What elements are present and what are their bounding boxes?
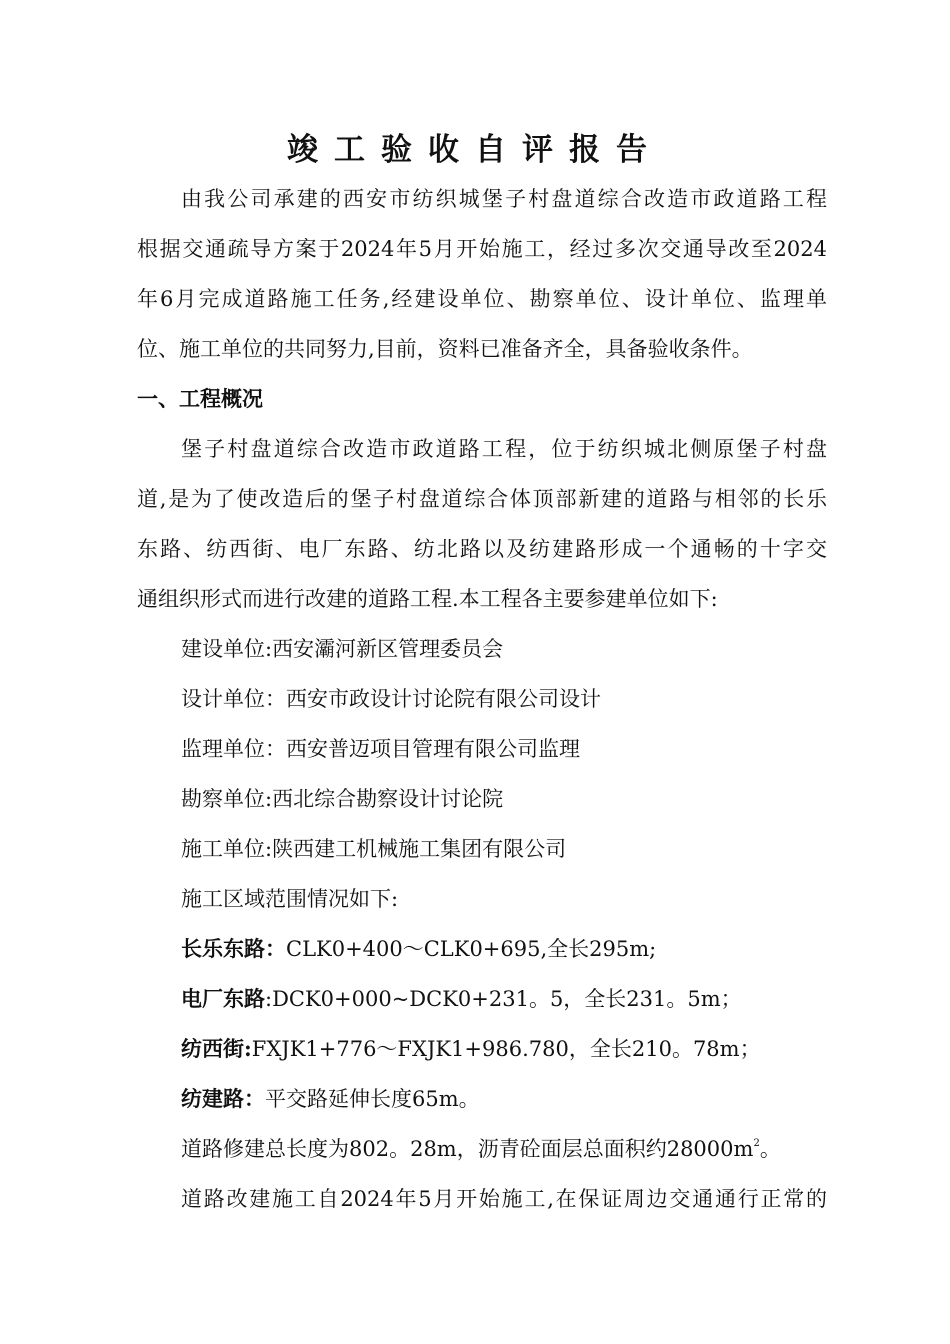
overview-line-4: 通组织形式而进行改建的道路工程.本工程各主要参建单位如下: (137, 587, 718, 611)
road-changle (181, 934, 871, 964)
road-range: CLK0+400～CLK0+695,全长295m; (286, 937, 657, 961)
intro-line-4: 位、施工单位的共同努力,目前，资料已准备齐全，具备验收条件。 (137, 337, 753, 361)
road-range: DCK0+000~DCK0+231。5，全长231。5m； (272, 987, 742, 1011)
road-label-sep: ： (244, 1086, 265, 1111)
total-length-line (181, 1134, 871, 1164)
road-label: 长乐东路 (181, 936, 265, 961)
overview-line-2: 道,是为了使改造后的堡子村盘道综合体顶部新建的道路与相邻的长乐 (137, 487, 827, 511)
road-fangjian (181, 1084, 871, 1114)
superscript-2: 2 (753, 1138, 760, 1149)
intro-line-1: 由我公司承建的西安市纺织城堡子村盘道综合改造市政道路工程 (181, 187, 827, 211)
road-label-sep: : (265, 987, 273, 1011)
scope-intro: 施工区域范围情况如下: (181, 887, 399, 911)
road-label: 电厂东路 (181, 986, 265, 1011)
report-title: 竣工验收自评报告 (287, 132, 663, 168)
unit-design: 设计单位：西安市政设计讨论院有限公司设计 (181, 687, 601, 711)
construction-start-line: 道路改建施工自2024年5月开始施工,在保证周边交通通行正常的 (181, 1187, 827, 1211)
road-range: FXJK1+776～FXJK1+986.780，全长210。78m； (251, 1037, 761, 1061)
road-range: 平交路延伸长度65m。 (265, 1087, 480, 1111)
unit-survey: 勘察单位:西北综合勘察设计讨论院 (181, 787, 504, 811)
total-end: 。 (759, 1137, 781, 1161)
road-label-sep: ： (265, 936, 286, 961)
overview-line-1: 堡子村盘道综合改造市政道路工程，位于纺织城北侧原堡子村盘 (181, 437, 827, 461)
overview-line-3: 东路、纺西街、电厂东路、纺北路以及纺建路形成一个通畅的十字交 (137, 537, 827, 561)
road-fangxi (181, 1034, 871, 1064)
unit-supervision: 监理单位：西安普迈项目管理有限公司监理 (181, 737, 580, 761)
unit-builder: 施工单位:陕西建工机械施工集团有限公司 (181, 837, 567, 861)
road-label: 纺西街 (181, 1036, 244, 1061)
intro-line-3: 年6月完成道路施工任务,经建设单位、勘察单位、设计单位、监理单 (137, 287, 827, 311)
road-label-sep: : (244, 1036, 252, 1061)
road-dianchang (181, 984, 871, 1014)
road-label: 纺建路 (181, 1086, 244, 1111)
unit-construction: 建设单位:西安灞河新区管理委员会 (181, 637, 504, 661)
intro-line-2: 根据交通疏导方案于2024年5月开始施工，经过多次交通导改至2024 (137, 237, 827, 261)
section-heading-overview: 一、工程概况 (137, 386, 263, 411)
total-text: 道路修建总长度为802。28m，沥青砼面层总面积约28000m (181, 1137, 754, 1161)
